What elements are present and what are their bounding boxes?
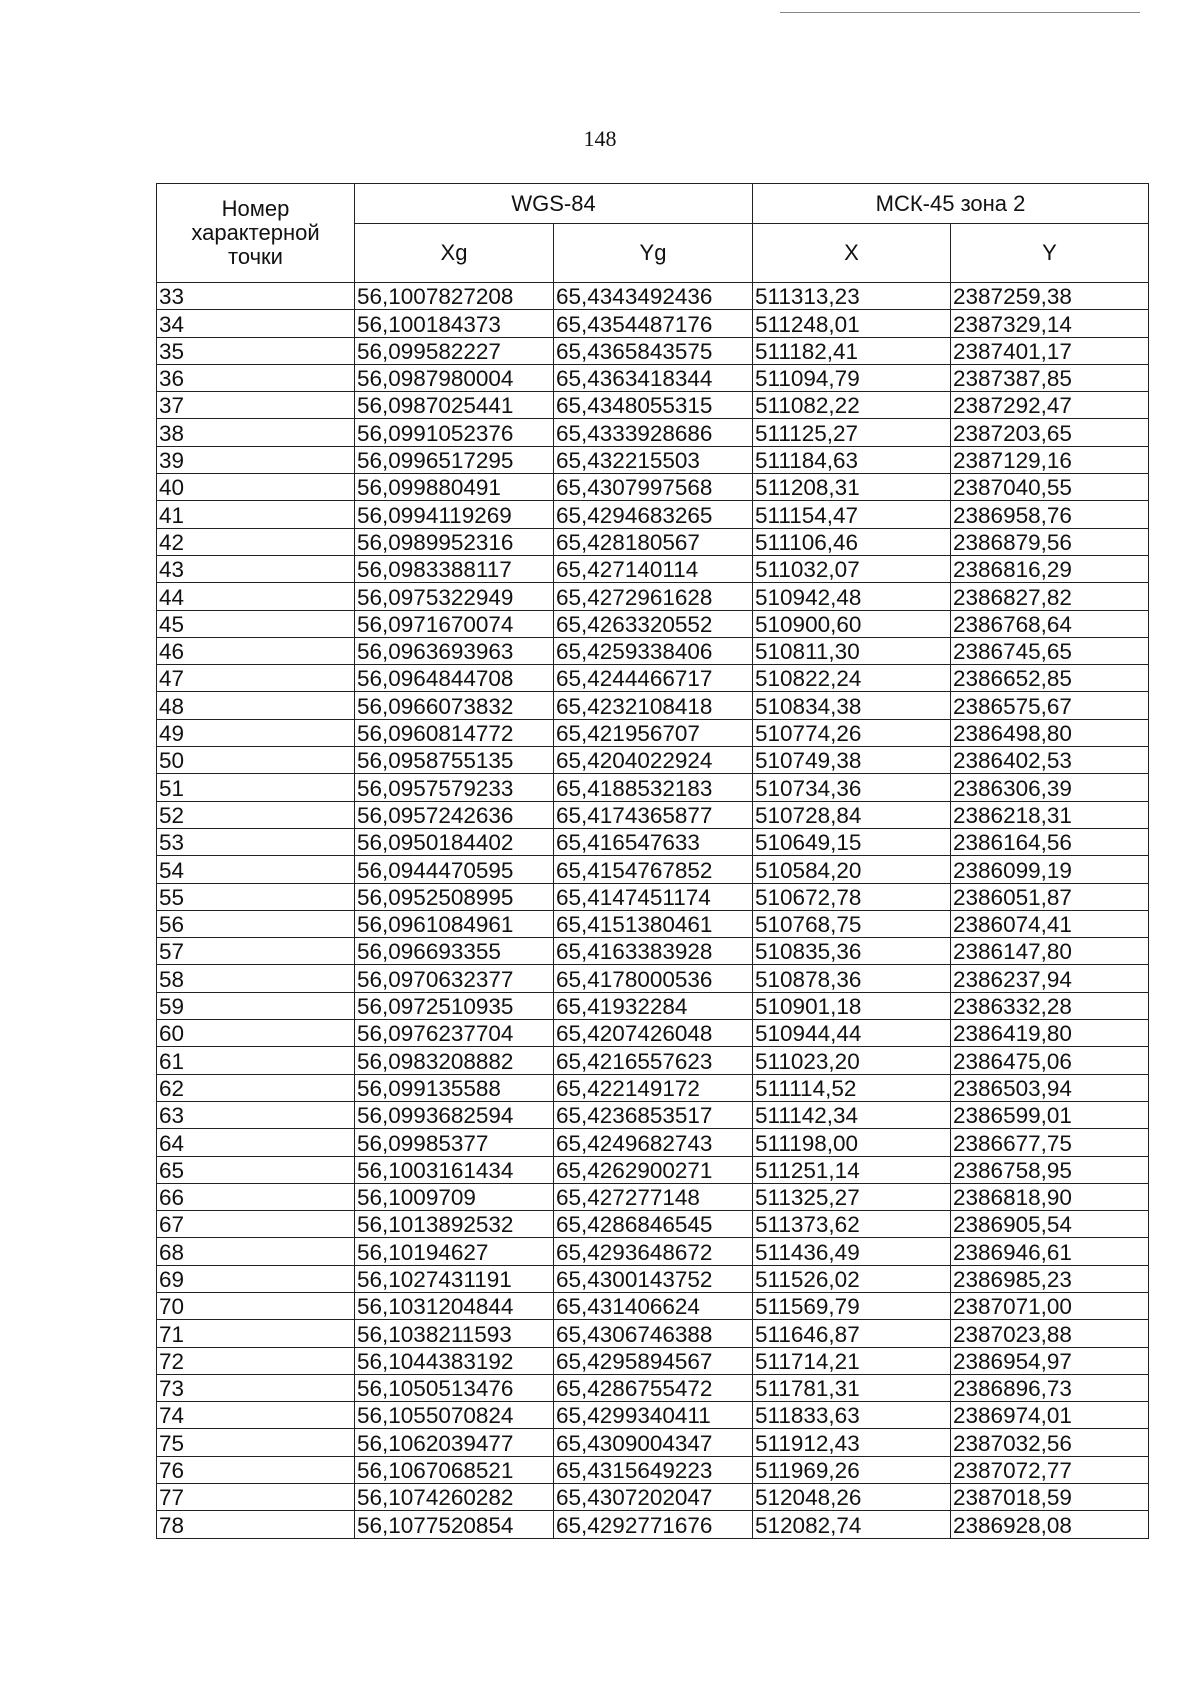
xg-cell: 56,0966073832: [355, 692, 554, 719]
point-number-cell: 55: [157, 883, 355, 910]
yg-cell: 65,4315649223: [554, 1456, 753, 1483]
x-cell: 511373,62: [753, 1211, 951, 1238]
xg-cell: 56,1067068521: [355, 1456, 554, 1483]
table-row: [157, 446, 1149, 473]
x-cell: 510878,36: [753, 965, 951, 992]
y-cell: 2386958,76: [951, 501, 1149, 528]
point-number-cell: 78: [157, 1511, 355, 1538]
xg-cell: 56,096693355: [355, 938, 554, 965]
x-cell: 511248,01: [753, 310, 951, 337]
x-cell: 511569,79: [753, 1292, 951, 1319]
point-number-cell: 33: [157, 283, 355, 310]
point-number-cell: 59: [157, 992, 355, 1019]
x-cell: 511325,27: [753, 1183, 951, 1210]
x-cell: 510901,18: [753, 992, 951, 1019]
table-row: [157, 938, 1149, 965]
x-cell: 510900,60: [753, 610, 951, 637]
point-number-cell: 65: [157, 1156, 355, 1183]
point-number-cell: 46: [157, 637, 355, 664]
header-group-msk45: МСК-45 зона 2: [753, 184, 1149, 224]
xg-cell: 56,1007827208: [355, 283, 554, 310]
xg-cell: 56,099135588: [355, 1074, 554, 1101]
x-cell: 511032,07: [753, 555, 951, 582]
x-cell: 510944,44: [753, 1020, 951, 1047]
table-row: [157, 310, 1149, 337]
yg-cell: 65,4154767852: [554, 856, 753, 883]
xg-cell: 56,0964844708: [355, 665, 554, 692]
x-cell: 511125,27: [753, 419, 951, 446]
y-cell: 2386896,73: [951, 1374, 1149, 1401]
x-cell: 510835,36: [753, 938, 951, 965]
table-row: [157, 856, 1149, 883]
xg-cell: 56,0963693963: [355, 637, 554, 664]
y-cell: 2387072,77: [951, 1456, 1149, 1483]
y-cell: 2386928,08: [951, 1511, 1149, 1538]
x-cell: 510768,75: [753, 910, 951, 937]
yg-cell: 65,4174365877: [554, 801, 753, 828]
point-number-cell: 61: [157, 1047, 355, 1074]
y-cell: 2387259,38: [951, 283, 1149, 310]
y-cell: 2386498,80: [951, 719, 1149, 746]
xg-cell: 56,0957242636: [355, 801, 554, 828]
table-row: [157, 1101, 1149, 1128]
y-cell: 2387040,55: [951, 474, 1149, 501]
point-number-cell: 54: [157, 856, 355, 883]
table-row: [157, 637, 1149, 664]
table-row: [157, 1402, 1149, 1429]
x-cell: 511714,21: [753, 1347, 951, 1374]
header-x: X: [753, 224, 951, 283]
y-cell: 2387129,16: [951, 446, 1149, 473]
yg-cell: 65,4292771676: [554, 1511, 753, 1538]
x-cell: 510942,48: [753, 583, 951, 610]
table-row: [157, 801, 1149, 828]
y-cell: 2386827,82: [951, 583, 1149, 610]
xg-cell: 56,1055070824: [355, 1402, 554, 1429]
header-xg: Xg: [355, 224, 554, 283]
header-point-line3: точки: [228, 244, 283, 269]
point-number-cell: 57: [157, 938, 355, 965]
table-row: [157, 1511, 1149, 1538]
y-cell: 2387292,47: [951, 392, 1149, 419]
point-number-cell: 67: [157, 1211, 355, 1238]
x-cell: 510672,78: [753, 883, 951, 910]
table-header: [157, 184, 1149, 283]
x-cell: 511526,02: [753, 1265, 951, 1292]
xg-cell: 56,0987025441: [355, 392, 554, 419]
table-row: [157, 1183, 1149, 1210]
yg-cell: 65,432215503: [554, 446, 753, 473]
yg-cell: 65,4188532183: [554, 774, 753, 801]
xg-cell: 56,099582227: [355, 337, 554, 364]
yg-cell: 65,427277148: [554, 1183, 753, 1210]
yg-cell: 65,4259338406: [554, 637, 753, 664]
point-number-cell: 47: [157, 665, 355, 692]
xg-cell: 56,0975322949: [355, 583, 554, 610]
point-number-cell: 73: [157, 1374, 355, 1401]
y-cell: 2386745,65: [951, 637, 1149, 664]
header-group-wgs84: WGS-84: [355, 184, 753, 224]
yg-cell: 65,4309004347: [554, 1429, 753, 1456]
table-row: [157, 583, 1149, 610]
yg-cell: 65,4286846545: [554, 1211, 753, 1238]
header-y: Y: [951, 224, 1149, 283]
table-row: [157, 555, 1149, 582]
xg-cell: 56,0996517295: [355, 446, 554, 473]
table-row: [157, 1211, 1149, 1238]
xg-cell: 56,1044383192: [355, 1347, 554, 1374]
point-number-cell: 50: [157, 747, 355, 774]
point-number-cell: 69: [157, 1265, 355, 1292]
yg-cell: 65,421956707: [554, 719, 753, 746]
point-number-cell: 76: [157, 1456, 355, 1483]
yg-cell: 65,4236853517: [554, 1101, 753, 1128]
point-number-cell: 72: [157, 1347, 355, 1374]
yg-cell: 65,4363418344: [554, 364, 753, 391]
point-number-cell: 51: [157, 774, 355, 801]
x-cell: 510584,20: [753, 856, 951, 883]
yg-cell: 65,4333928686: [554, 419, 753, 446]
x-cell: 511094,79: [753, 364, 951, 391]
point-number-cell: 37: [157, 392, 355, 419]
x-cell: 511646,87: [753, 1320, 951, 1347]
x-cell: 511198,00: [753, 1129, 951, 1156]
y-cell: 2386816,29: [951, 555, 1149, 582]
x-cell: 510811,30: [753, 637, 951, 664]
table-row: [157, 1265, 1149, 1292]
table-row: [157, 1020, 1149, 1047]
xg-cell: 56,1038211593: [355, 1320, 554, 1347]
table-row: [157, 719, 1149, 746]
table-row: [157, 1347, 1149, 1374]
point-number-cell: 53: [157, 828, 355, 855]
xg-cell: 56,0958755135: [355, 747, 554, 774]
y-cell: 2387071,00: [951, 1292, 1149, 1319]
x-cell: 511251,14: [753, 1156, 951, 1183]
yg-cell: 65,4295894567: [554, 1347, 753, 1374]
x-cell: 511182,41: [753, 337, 951, 364]
yg-cell: 65,4306746388: [554, 1320, 753, 1347]
yg-cell: 65,431406624: [554, 1292, 753, 1319]
yg-cell: 65,4307202047: [554, 1484, 753, 1511]
yg-cell: 65,41932284: [554, 992, 753, 1019]
xg-cell: 56,0989952316: [355, 528, 554, 555]
table-row: [157, 1238, 1149, 1265]
x-cell: 512048,26: [753, 1484, 951, 1511]
x-cell: 511154,47: [753, 501, 951, 528]
table-row: [157, 528, 1149, 555]
y-cell: 2387203,65: [951, 419, 1149, 446]
yg-cell: 65,427140114: [554, 555, 753, 582]
yg-cell: 65,4216557623: [554, 1047, 753, 1074]
y-cell: 2386652,85: [951, 665, 1149, 692]
xg-cell: 56,09985377: [355, 1129, 554, 1156]
xg-cell: 56,1031204844: [355, 1292, 554, 1319]
point-number-cell: 40: [157, 474, 355, 501]
y-cell: 2387018,59: [951, 1484, 1149, 1511]
x-cell: 511912,43: [753, 1429, 951, 1456]
x-cell: 511833,63: [753, 1402, 951, 1429]
table-row: [157, 1374, 1149, 1401]
y-cell: 2386905,54: [951, 1211, 1149, 1238]
y-cell: 2386475,06: [951, 1047, 1149, 1074]
y-cell: 2386237,94: [951, 965, 1149, 992]
table-row: [157, 501, 1149, 528]
yg-cell: 65,4286755472: [554, 1374, 753, 1401]
xg-cell: 56,0961084961: [355, 910, 554, 937]
y-cell: 2386946,61: [951, 1238, 1149, 1265]
header-row-groups: [157, 184, 1149, 224]
yg-cell: 65,4299340411: [554, 1402, 753, 1429]
table-row: [157, 283, 1149, 310]
yg-cell: 65,4207426048: [554, 1020, 753, 1047]
point-number-cell: 39: [157, 446, 355, 473]
xg-cell: 56,0972510935: [355, 992, 554, 1019]
table-row: [157, 364, 1149, 391]
header-point-number: [157, 184, 355, 283]
y-cell: 2386599,01: [951, 1101, 1149, 1128]
xg-cell: 56,0970632377: [355, 965, 554, 992]
x-cell: 511313,23: [753, 283, 951, 310]
table-row: [157, 692, 1149, 719]
y-cell: 2386419,80: [951, 1020, 1149, 1047]
yg-cell: 65,4249682743: [554, 1129, 753, 1156]
point-number-cell: 52: [157, 801, 355, 828]
x-cell: 512082,74: [753, 1511, 951, 1538]
y-cell: 2387032,56: [951, 1429, 1149, 1456]
yg-cell: 65,416547633: [554, 828, 753, 855]
x-cell: 511023,20: [753, 1047, 951, 1074]
point-number-cell: 56: [157, 910, 355, 937]
y-cell: 2386074,41: [951, 910, 1149, 937]
yg-cell: 65,4204022924: [554, 747, 753, 774]
xg-cell: 56,1077520854: [355, 1511, 554, 1538]
x-cell: 511114,52: [753, 1074, 951, 1101]
point-number-cell: 45: [157, 610, 355, 637]
x-cell: 510749,38: [753, 747, 951, 774]
yg-cell: 65,428180567: [554, 528, 753, 555]
x-cell: 511106,46: [753, 528, 951, 555]
yg-cell: 65,4307997568: [554, 474, 753, 501]
y-cell: 2386879,56: [951, 528, 1149, 555]
xg-cell: 56,0993682594: [355, 1101, 554, 1128]
coordinates-table: [156, 183, 1149, 1539]
point-number-cell: 74: [157, 1402, 355, 1429]
point-number-cell: 62: [157, 1074, 355, 1101]
point-number-cell: 48: [157, 692, 355, 719]
table-row: [157, 910, 1149, 937]
table-row: [157, 965, 1149, 992]
yg-cell: 65,4147451174: [554, 883, 753, 910]
table-row: [157, 774, 1149, 801]
y-cell: 2386677,75: [951, 1129, 1149, 1156]
y-cell: 2387401,17: [951, 337, 1149, 364]
yg-cell: 65,4354487176: [554, 310, 753, 337]
x-cell: 511184,63: [753, 446, 951, 473]
point-number-cell: 43: [157, 555, 355, 582]
header-point-line2: характерной: [191, 220, 320, 245]
table-row: [157, 1484, 1149, 1511]
point-number-cell: 77: [157, 1484, 355, 1511]
y-cell: 2386503,94: [951, 1074, 1149, 1101]
table-row: [157, 1292, 1149, 1319]
y-cell: 2386985,23: [951, 1265, 1149, 1292]
point-number-cell: 36: [157, 364, 355, 391]
table-row: [157, 337, 1149, 364]
xg-cell: 56,0950184402: [355, 828, 554, 855]
xg-cell: 56,1050513476: [355, 1374, 554, 1401]
y-cell: 2386818,90: [951, 1183, 1149, 1210]
point-number-cell: 64: [157, 1129, 355, 1156]
table-row: [157, 1320, 1149, 1347]
xg-cell: 56,0944470595: [355, 856, 554, 883]
yg-cell: 65,4293648672: [554, 1238, 753, 1265]
yg-cell: 65,4244466717: [554, 665, 753, 692]
yg-cell: 65,422149172: [554, 1074, 753, 1101]
point-number-cell: 49: [157, 719, 355, 746]
point-number-cell: 71: [157, 1320, 355, 1347]
xg-cell: 56,1027431191: [355, 1265, 554, 1292]
xg-cell: 56,0960814772: [355, 719, 554, 746]
yg-cell: 65,4178000536: [554, 965, 753, 992]
xg-cell: 56,100184373: [355, 310, 554, 337]
point-number-cell: 75: [157, 1429, 355, 1456]
xg-cell: 56,0991052376: [355, 419, 554, 446]
yg-cell: 65,4348055315: [554, 392, 753, 419]
table-row: [157, 419, 1149, 446]
y-cell: 2387329,14: [951, 310, 1149, 337]
x-cell: 511208,31: [753, 474, 951, 501]
y-cell: 2386575,67: [951, 692, 1149, 719]
xg-cell: 56,0952508995: [355, 883, 554, 910]
x-cell: 510649,15: [753, 828, 951, 855]
header-point-line1: Номер: [221, 196, 290, 221]
xg-cell: 56,0983388117: [355, 555, 554, 582]
point-number-cell: 68: [157, 1238, 355, 1265]
point-number-cell: 38: [157, 419, 355, 446]
yg-cell: 65,4263320552: [554, 610, 753, 637]
table-row: [157, 883, 1149, 910]
x-cell: 510728,84: [753, 801, 951, 828]
x-cell: 511969,26: [753, 1456, 951, 1483]
yg-cell: 65,4300143752: [554, 1265, 753, 1292]
table-row: [157, 1156, 1149, 1183]
x-cell: 511436,49: [753, 1238, 951, 1265]
yg-cell: 65,4163383928: [554, 938, 753, 965]
xg-cell: 56,0983208882: [355, 1047, 554, 1074]
y-cell: 2386332,28: [951, 992, 1149, 1019]
table-row: [157, 992, 1149, 1019]
table-body: [157, 283, 1149, 1539]
table-row: [157, 828, 1149, 855]
y-cell: 2386974,01: [951, 1402, 1149, 1429]
y-cell: 2386164,56: [951, 828, 1149, 855]
x-cell: 510834,38: [753, 692, 951, 719]
table-row: [157, 474, 1149, 501]
xg-cell: 56,10194627: [355, 1238, 554, 1265]
yg-cell: 65,4343492436: [554, 283, 753, 310]
top-rule: [780, 12, 1140, 13]
table-row: [157, 610, 1149, 637]
xg-cell: 56,0994119269: [355, 501, 554, 528]
page-number: 148: [583, 126, 617, 151]
table-row: [157, 1456, 1149, 1483]
y-cell: 2386402,53: [951, 747, 1149, 774]
y-cell: 2386099,19: [951, 856, 1149, 883]
xg-cell: 56,0987980004: [355, 364, 554, 391]
table-row: [157, 392, 1149, 419]
point-number-cell: 63: [157, 1101, 355, 1128]
xg-cell: 56,099880491: [355, 474, 554, 501]
point-number-cell: 42: [157, 528, 355, 555]
x-cell: 510734,36: [753, 774, 951, 801]
y-cell: 2386768,64: [951, 610, 1149, 637]
table-row: [157, 747, 1149, 774]
x-cell: 510822,24: [753, 665, 951, 692]
y-cell: 2386147,80: [951, 938, 1149, 965]
xg-cell: 56,1013892532: [355, 1211, 554, 1238]
table-row: [157, 1074, 1149, 1101]
point-number-cell: 58: [157, 965, 355, 992]
y-cell: 2386954,97: [951, 1347, 1149, 1374]
table-row: [157, 1129, 1149, 1156]
xg-cell: 56,0976237704: [355, 1020, 554, 1047]
xg-cell: 56,0971670074: [355, 610, 554, 637]
yg-cell: 65,4151380461: [554, 910, 753, 937]
x-cell: 511142,34: [753, 1101, 951, 1128]
x-cell: 511082,22: [753, 392, 951, 419]
y-cell: 2386051,87: [951, 883, 1149, 910]
y-cell: 2386306,39: [951, 774, 1149, 801]
point-number-cell: 41: [157, 501, 355, 528]
point-number-cell: 35: [157, 337, 355, 364]
table-row: [157, 1047, 1149, 1074]
y-cell: 2386218,31: [951, 801, 1149, 828]
xg-cell: 56,1062039477: [355, 1429, 554, 1456]
table-row: [157, 1429, 1149, 1456]
point-number-cell: 66: [157, 1183, 355, 1210]
point-number-cell: 60: [157, 1020, 355, 1047]
y-cell: 2387387,85: [951, 364, 1149, 391]
yg-cell: 65,4232108418: [554, 692, 753, 719]
point-number-cell: 44: [157, 583, 355, 610]
header-yg: Yg: [554, 224, 753, 283]
x-cell: 510774,26: [753, 719, 951, 746]
yg-cell: 65,4272961628: [554, 583, 753, 610]
table-row: [157, 665, 1149, 692]
yg-cell: 65,4294683265: [554, 501, 753, 528]
point-number-cell: 34: [157, 310, 355, 337]
point-number-cell: 70: [157, 1292, 355, 1319]
xg-cell: 56,1009709: [355, 1183, 554, 1210]
xg-cell: 56,1074260282: [355, 1484, 554, 1511]
y-cell: 2386758,95: [951, 1156, 1149, 1183]
xg-cell: 56,0957579233: [355, 774, 554, 801]
yg-cell: 65,4262900271: [554, 1156, 753, 1183]
xg-cell: 56,1003161434: [355, 1156, 554, 1183]
y-cell: 2387023,88: [951, 1320, 1149, 1347]
x-cell: 511781,31: [753, 1374, 951, 1401]
yg-cell: 65,4365843575: [554, 337, 753, 364]
